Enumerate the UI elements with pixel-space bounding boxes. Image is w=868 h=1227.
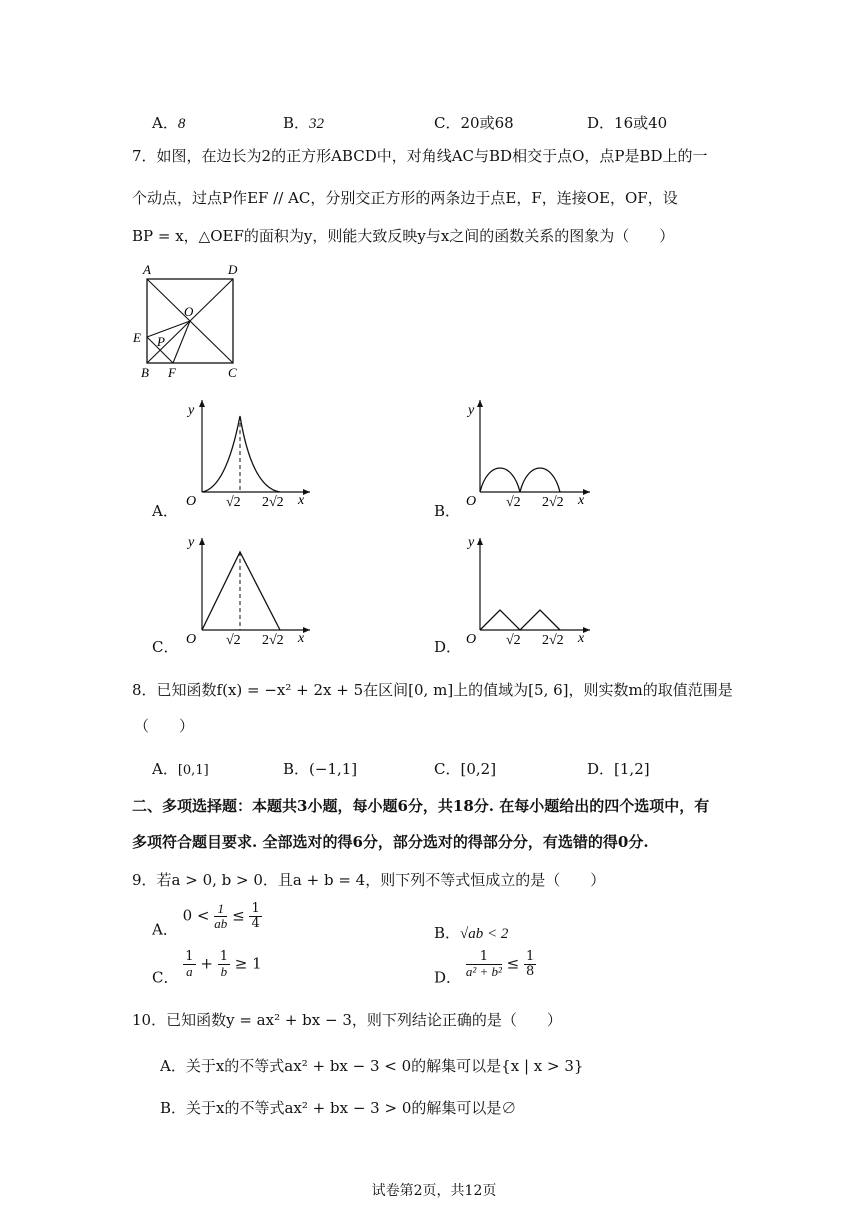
q10-option-a: A．关于x的不等式ax² + bx − 3 < 0的解集可以是{x | x > 3} [160, 1057, 584, 1075]
curve-d [480, 610, 560, 630]
y-axis-arrow [477, 538, 483, 545]
graph-d [456, 530, 596, 660]
curve-a [202, 416, 280, 492]
label-o: O [184, 304, 194, 319]
origin-label: O [466, 494, 477, 509]
q8-option-d: D．[1,2] [587, 760, 650, 778]
tick-2sqrt2: 2√2 [542, 633, 564, 648]
graph-a [174, 392, 314, 522]
y-axis-arrow [199, 400, 205, 407]
q9-option-d: D． $\frac{1}{\text{a² + b²}}$ ≤ $\frac{1}{8}$ [434, 949, 535, 987]
label-a: A [143, 262, 151, 277]
q8-option-b: B．(−1,1] [283, 760, 358, 778]
label-e: E [133, 330, 141, 345]
curve-c [202, 552, 280, 630]
x-label: x [298, 631, 305, 646]
q6-option-c: C．20或68 [434, 114, 514, 132]
q8-line-2: （ ） [134, 717, 195, 735]
q6-option-d: D．16或40 [587, 114, 668, 132]
q7-line-3: BP = x，△OEF的面积为y，则能大致反映y与x之间的函数关系的图象为（ ） [132, 227, 675, 245]
tick-2sqrt2: 2√2 [262, 495, 284, 510]
section2-line-1: 二、多项选择题：本题共3小题，每小题6分，共18分. 在每小题给出的四个选项中，有 [132, 797, 710, 815]
q9-option-b: B．√ab < 2 [434, 924, 509, 942]
segment-oe [147, 321, 190, 337]
label-b: B [141, 365, 149, 380]
q10-option-b: B．关于x的不等式ax² + bx − 3 > 0的解集可以是∅ [160, 1099, 517, 1117]
y-axis-arrow [477, 400, 483, 407]
section2-line-2: 多项符合题目要求. 全部选对的得6分，部分选对的得部分分，有选错的得0分. [132, 833, 649, 851]
graph-b [456, 392, 596, 522]
label-p: P [157, 334, 165, 349]
q6-option-b: B．32 [283, 114, 325, 132]
tick-sqrt2: √2 [506, 633, 521, 648]
y-label: y [188, 535, 195, 550]
x-label: x [578, 631, 585, 646]
fraction: $\frac{1}{8}$ [526, 949, 535, 979]
q7-option-d-letter: D． [434, 638, 462, 656]
label-c: C [228, 365, 237, 380]
q8-option-a: A．[0,1] [152, 760, 209, 778]
fraction: $\frac{1}{ab}$ [214, 901, 228, 931]
label-d: D [228, 262, 238, 277]
y-label: y [468, 403, 475, 418]
tick-2sqrt2: 2√2 [262, 633, 284, 648]
q9-stem: 9．若a > 0, b > 0．且a + b = 4，则下列不等式恒成立的是（ ） [132, 871, 606, 889]
tick-sqrt2: √2 [226, 633, 241, 648]
label-f: F [168, 365, 176, 380]
page-footer: 试卷第2页，共12页 [371, 1183, 497, 1199]
fraction: $\frac{1}{a}$ [185, 949, 194, 979]
fraction: $\frac{1}{4}$ [251, 901, 260, 931]
square-figure [128, 258, 258, 382]
y-axis-arrow [199, 538, 205, 545]
q9-option-c: C． $\frac{1}{a}$ + $\frac{1}{b}$ ≥ 1 [152, 949, 262, 987]
q9-option-a: A． 0 < $\frac{1}{ab}$ ≤ $\frac{1}{4}$ [152, 901, 260, 939]
graph-c [174, 530, 314, 660]
q8-line-1: 8．已知函数f(x) = −x² + 2x + 5在区间[0, m]上的值域为[5, 6]，则实数m的取值范围是 [132, 681, 733, 699]
q6-option-a: A．8 [152, 114, 186, 132]
q7-option-a-letter: A． [152, 502, 178, 520]
segment-of [173, 321, 190, 363]
origin-label: O [186, 632, 197, 647]
origin-label: O [186, 494, 197, 509]
q7-line-1: 7．如图，在边长为2的正方形ABCD中，对角线AC与BD相交于点O，点P是BD上的一 [132, 147, 708, 165]
fraction: $\frac{1}{\text{a² + b²}}$ [465, 949, 502, 979]
y-label: y [468, 535, 475, 550]
curve-b [480, 468, 560, 492]
q7-line-2: 个动点，过点P作EF // AC，分别交正方形的两条边于点E，F，连接OE，OF，设 [132, 189, 678, 207]
x-label: x [298, 493, 305, 508]
y-label: y [188, 403, 195, 418]
q7-option-b-letter: B． [434, 502, 461, 520]
fraction: $\frac{1}{b}$ [219, 949, 228, 979]
tick-sqrt2: √2 [226, 495, 241, 510]
tick-2sqrt2: 2√2 [542, 495, 564, 510]
q10-stem: 10．已知函数y = ax² + bx − 3，则下列结论正确的是（ ） [132, 1011, 562, 1029]
x-label: x [578, 493, 585, 508]
q7-option-c-letter: C． [152, 638, 179, 656]
q8-option-c: C．[0,2] [434, 760, 497, 778]
origin-label: O [466, 632, 477, 647]
tick-sqrt2: √2 [506, 495, 521, 510]
